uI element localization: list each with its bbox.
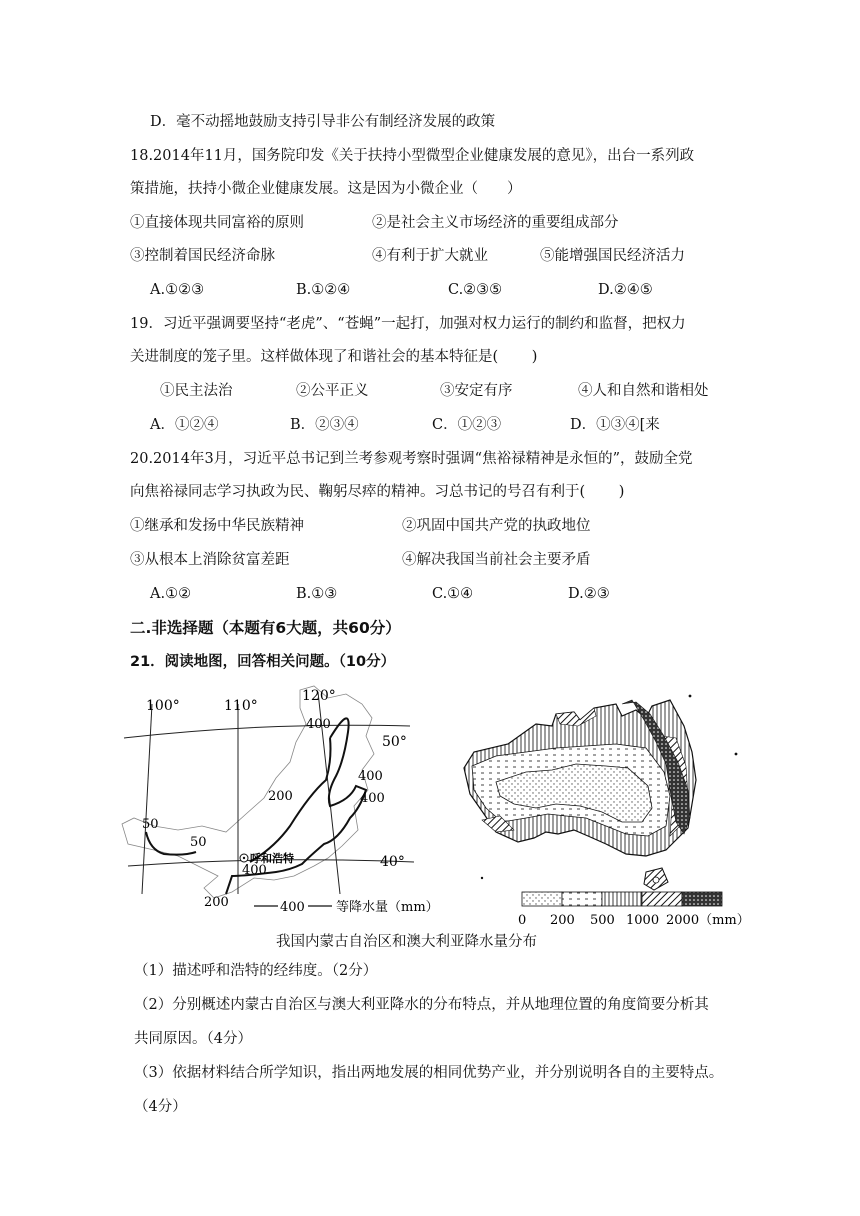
q21-title: 21．阅读地图，回答相关问题。（10分） [130,654,396,670]
q18-option-a: A.①②③ [150,282,205,298]
q19-option-d: D．①③④[来 [570,417,660,433]
q18-statement-1: ①直接体现共同富裕的原则 [130,215,304,231]
q19-stem-line2: 关进制度的笼子里。这样做体现了和谐社会的基本特征是( ) [130,349,538,365]
q18-statement-2: ②是社会主义市场经济的重要组成部分 [372,215,619,231]
map-caption: 我国内蒙古自治区和澳大利亚降水量分布 [276,934,537,950]
q20-option-c: C.①④ [432,586,474,602]
q21-sub3-line1: （3）依据材料结合所学知识，指出两地发展的相同优势产业，并分别说明各自的主要特点。 [134,1065,724,1081]
q19-option-a: A．①②④ [150,417,219,433]
q18-statement-4: ④有利于扩大就业 [372,248,488,264]
q21-sub2-line1: （2）分别概述内蒙古自治区与澳大利亚降水的分布特点，并从地理位置的角度简要分析其 [134,997,709,1013]
lon-label-110: 110° [224,698,258,714]
legend-tick-0: 0 [518,913,527,928]
q20-statement-3: ③从根本上消除贫富差距 [130,552,290,568]
lat-label-40: 40° [380,854,405,870]
q17-option-d: D．毫不动摇地鼓励支持引导非公有制经济发展的政策 [150,114,496,130]
q18-statement-5: ⑤能增强国民经济活力 [540,248,685,264]
q20-statement-2: ②巩固中国共产党的执政地位 [402,518,591,534]
isohyet-label-400-top: 400 [306,717,331,732]
island-dot [735,753,738,756]
legend-tick-1000: 1000 [626,913,660,928]
q18-statement-3: ③控制着国民经济命脉 [130,248,275,264]
legend-tick-2000: 2000（mm） [666,913,750,928]
isohyet-label-50: 50 [190,835,207,850]
q18-stem-line2: 策措施，扶持小微企业健康发展。这是因为小微企业（ ） [130,181,522,197]
island-dot [689,695,692,698]
isohyet-label-400-mid: 400 [358,769,383,784]
lat-label-50: 50° [382,734,407,750]
hohhot-marker-dot [243,857,245,859]
legend-isohyet-text: 等降水量（mm） [336,900,439,915]
legend-tick-200: 200 [550,913,575,928]
legend-isohyet-value: 400 [280,900,305,915]
q19-statement-2: ②公平正义 [296,383,369,399]
q19-statement-1: ①民主法治 [160,383,233,399]
q18-option-c: C.②③⑤ [448,282,503,298]
island-dot [481,877,483,879]
city-label-hohhot: 呼和浩特 [250,852,294,865]
q20-statement-4: ④解决我国当前社会主要矛盾 [402,552,591,568]
isohyet-label-400-south: 400 [242,863,267,878]
q19-option-b: B．②③④ [290,417,359,433]
q18-stem-line1: 18.2014年11月，国务院印发《关于扶持小型微型企业健康发展的意见》，出台一系列政 [130,148,695,164]
isohyet-label-400-east: 400 [360,791,385,806]
q18-option-d: D.②④⑤ [598,282,653,298]
q21-sub2-line2: 共同原因。（4分） [134,1031,252,1047]
isohyet-50 [146,832,196,855]
q20-option-a: A.①② [150,586,192,602]
longitude-100-line [142,704,152,894]
isohyet-label-50-west: 50 [142,817,159,832]
q21-sub1: （1）描述呼和浩特的经纬度。（2分） [134,963,378,979]
q18-option-b: B.①②④ [296,282,351,298]
isohyet-label-200-south: 200 [204,895,229,910]
q21-sub3-line2: （4分） [134,1099,187,1115]
q20-option-b: B.①③ [296,586,338,602]
legend-box-0-200 [522,892,562,906]
legend-box-500-1000 [602,892,642,906]
australia-precipitation-map [456,686,756,930]
q19-statement-4: ④人和自然和谐相处 [578,383,709,399]
tasmania-center [653,877,659,883]
q19-stem-line1: 19．习近平强调要坚持“老虎”、“苍蝇”一起打，加强对权力运行的制约和监督，把权力 [130,316,686,332]
q20-stem-line2: 向焦裕禄同志学习执政为民、鞠躬尽瘁的精神。习总书记的号召有利于( ) [130,484,625,500]
q20-option-d: D.②③ [568,586,610,602]
lon-label-120: 120° [302,688,336,704]
q20-stem-line1: 20.2014年3月，习近平总书记到兰考参观考察时强调“焦裕禄精神是永恒的”，鼓励全党 [130,451,693,467]
lon-label-100: 100° [146,698,180,714]
isohyet-label-200: 200 [268,789,293,804]
legend-box-1000-2000 [642,892,682,906]
q20-statement-1: ①继承和发扬中华民族精神 [130,518,304,534]
section-title: 二.非选择题（本题有6大题，共60分） [130,619,401,637]
q19-option-c: C．①②③ [432,417,502,433]
legend-box-200-500 [562,892,602,906]
legend-box-over-2000 [682,892,722,906]
q19-statement-3: ③安定有序 [440,383,513,399]
legend-tick-500: 500 [590,913,615,928]
inner-mongolia-precipitation-map [114,680,444,920]
